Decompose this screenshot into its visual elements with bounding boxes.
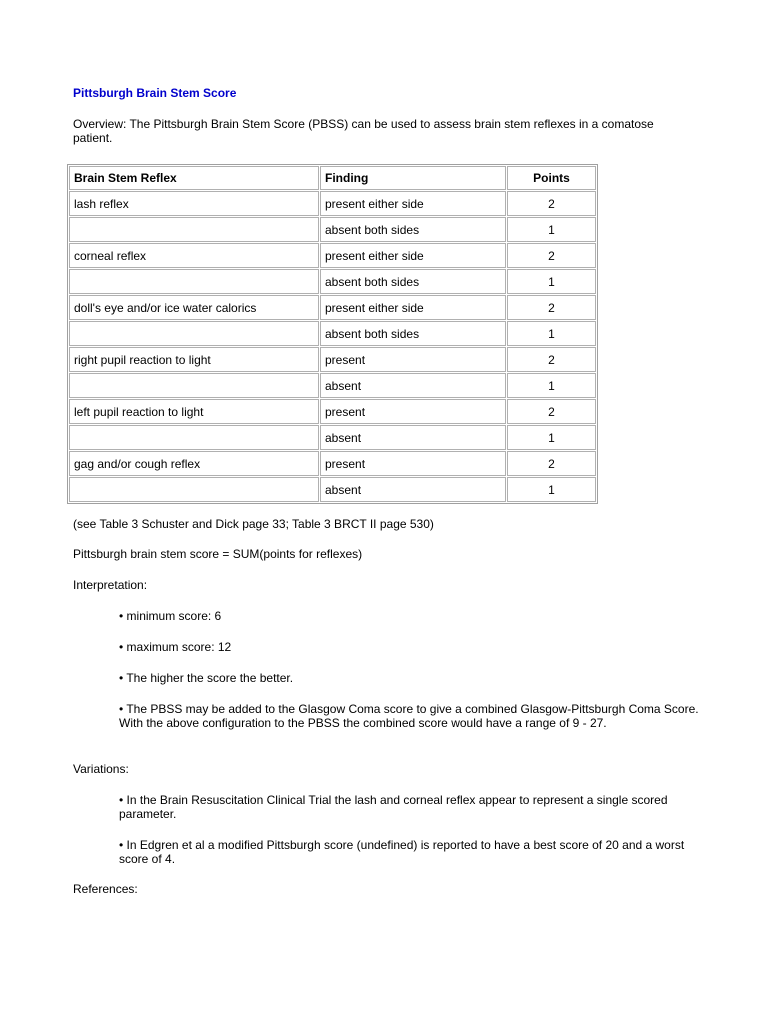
references-heading: References: bbox=[73, 882, 138, 896]
reflex-cell bbox=[69, 217, 319, 242]
table-row bbox=[69, 451, 596, 476]
reflex-cell bbox=[69, 425, 319, 450]
points-cell: 2 bbox=[507, 399, 596, 424]
reflex-cell: corneal reflex bbox=[69, 243, 319, 268]
interpretation-heading: Interpretation: bbox=[73, 578, 148, 592]
finding-cell: present bbox=[320, 399, 506, 424]
finding-cell: present bbox=[320, 451, 506, 476]
finding-cell: absent both sides bbox=[320, 321, 506, 346]
reflex-cell: gag and/or cough reflex bbox=[69, 451, 319, 476]
table-row bbox=[69, 191, 596, 216]
points-cell: 2 bbox=[507, 347, 596, 372]
points-cell: 1 bbox=[507, 373, 596, 398]
table-row bbox=[69, 295, 596, 320]
points-cell: 2 bbox=[507, 451, 596, 476]
table-row bbox=[69, 425, 596, 450]
finding-cell: absent bbox=[320, 477, 506, 502]
points-cell: 1 bbox=[507, 217, 596, 242]
table-row bbox=[69, 347, 596, 372]
page-title: Pittsburgh Brain Stem Score bbox=[73, 86, 237, 100]
reference-note: (see Table 3 Schuster and Dick page 33; Table 3 BRCT II page 530) bbox=[73, 517, 434, 531]
table-row bbox=[69, 269, 596, 294]
reflex-cell: right pupil reaction to light bbox=[69, 347, 319, 372]
variations-heading: Variations: bbox=[73, 762, 129, 776]
overview-paragraph: Overview: The Pittsburgh Brain Stem Score (PBSS) can be used to assess brain stem reflexes in a comatose patient. bbox=[73, 117, 654, 145]
reflex-cell bbox=[69, 373, 319, 398]
finding-cell: present bbox=[320, 347, 506, 372]
variation-item: • In Edgren et al a modified Pittsburgh score (undefined) is reported to have a best score of 20 and a worst score of 4. bbox=[119, 838, 685, 866]
reflex-cell: doll's eye and/or ice water calorics bbox=[69, 295, 319, 320]
finding-cell: absent bbox=[320, 373, 506, 398]
reflex-cell bbox=[69, 477, 319, 502]
table-row bbox=[69, 243, 596, 268]
points-cell: 2 bbox=[507, 295, 596, 320]
table-row bbox=[69, 477, 596, 502]
formula-text: Pittsburgh brain stem score = SUM(points for reflexes) bbox=[73, 547, 363, 561]
reflex-cell bbox=[69, 269, 319, 294]
finding-cell: absent both sides bbox=[320, 217, 506, 242]
reflex-cell: lash reflex bbox=[69, 191, 319, 216]
points-cell: 2 bbox=[507, 243, 596, 268]
points-cell: 1 bbox=[507, 321, 596, 346]
table-row bbox=[69, 217, 596, 242]
header-points: Points bbox=[507, 166, 596, 190]
points-cell: 2 bbox=[507, 191, 596, 216]
points-cell: 1 bbox=[507, 425, 596, 450]
finding-cell: present either side bbox=[320, 295, 506, 320]
reflex-table bbox=[67, 164, 598, 504]
header-finding: Finding bbox=[320, 166, 506, 190]
points-cell: 1 bbox=[507, 269, 596, 294]
interpretation-item: • minimum score: 6 bbox=[119, 609, 222, 623]
finding-cell: present either side bbox=[320, 243, 506, 268]
table-row bbox=[69, 399, 596, 424]
finding-cell: absent bbox=[320, 425, 506, 450]
reflex-cell bbox=[69, 321, 319, 346]
table-row bbox=[69, 321, 596, 346]
variation-item: • In the Brain Resuscitation Clinical Trial the lash and corneal reflex appear to represent a single scored parameter. bbox=[119, 793, 668, 821]
table-row bbox=[69, 373, 596, 398]
interpretation-item: • maximum score: 12 bbox=[119, 640, 232, 654]
finding-cell: present either side bbox=[320, 191, 506, 216]
finding-cell: absent both sides bbox=[320, 269, 506, 294]
reflex-cell: left pupil reaction to light bbox=[69, 399, 319, 424]
interpretation-item: • The PBSS may be added to the Glasgow Coma score to give a combined Glasgow-Pittsburgh Coma Score. With the above configuration to the PBSS the combined score would have a range of 9 - 27. bbox=[119, 702, 699, 730]
table-header-row bbox=[69, 166, 596, 190]
points-cell: 1 bbox=[507, 477, 596, 502]
header-brain-stem-reflex: Brain Stem Reflex bbox=[69, 166, 319, 190]
interpretation-item: • The higher the score the better. bbox=[119, 671, 294, 685]
